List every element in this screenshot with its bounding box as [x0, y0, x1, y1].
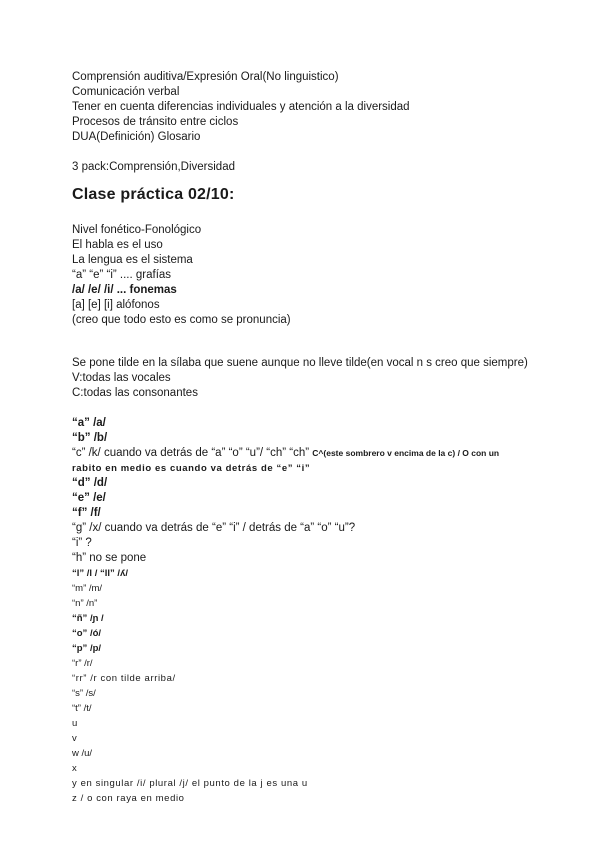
letter-line: “d” /d/ [72, 477, 108, 489]
text-line: La lengua es el sistema [72, 254, 193, 266]
letter-line: “rr” /r con tilde arriba/ [72, 673, 176, 684]
text-line: Se pone tilde en la sílaba que suene aunque no lleve tilde(en vocal n s creo que siempre) [72, 357, 528, 369]
letter-line: “m” /m/ [72, 583, 103, 594]
letter-line: “p” /p/ [72, 643, 102, 654]
letter-line: “e” /e/ [72, 492, 106, 504]
letter-line: “s” /s/ [72, 688, 96, 699]
text-line: El habla es el uso [72, 239, 163, 251]
text-line: “a” “e” “i” .... grafías [72, 269, 172, 281]
text-line: /a/ /e/ /i/ ... fonemas [72, 284, 177, 296]
section-heading: Clase práctica 02/10: [72, 186, 235, 203]
pack-line: 3 pack:Comprensión,Diversidad [72, 161, 235, 173]
text-line: V:todas las vocales [72, 372, 171, 384]
letter-line: “o” /ó/ [72, 628, 102, 639]
text-line: C:todas las consonantes [72, 387, 198, 399]
text-line: Tener en cuenta diferencias individuales y atención a la diversidad [72, 101, 410, 113]
letter-line: “h” no se pone [72, 552, 147, 564]
letter-line: y en singular /i/ plural /j/ el punto de la j es una u [72, 778, 308, 789]
text-line: DUA(Definición) Glosario [72, 131, 201, 143]
text-line: Nivel fonético-Fonológico [72, 224, 202, 236]
letter-line: z / o con raya en medio [72, 793, 185, 804]
text-line: Comprensión auditiva/Expresión Oral(No linguistico) [72, 71, 339, 83]
text-line: Comunicación verbal [72, 86, 180, 98]
letter-line: “i” ? [72, 537, 92, 549]
letter-line: “b” /b/ [72, 432, 108, 444]
letter-line: “f” /f/ [72, 507, 101, 519]
letter-line: “g” /x/ cuando va detrás de “e” “i” / detrás de “a” “o” “u”? [72, 522, 356, 534]
text-line: (creo que todo esto es como se pronuncia) [72, 314, 291, 326]
letter-line: “t” /t/ [72, 703, 92, 714]
text-line: [a] [e] [i] alófonos [72, 299, 160, 311]
letter-text: “c” /k/ cuando va detrás de “a” “o” “u”/ “ch” “ch” [72, 447, 313, 459]
letter-line: “n” /n” [72, 598, 98, 609]
letter-line: “ñ” /ɲ / [72, 613, 104, 624]
letter-line: rabito en medio es cuando va detrás de “e” “i” [72, 463, 311, 474]
document-page [72, 70, 572, 806]
letter-line: “a” /a/ [72, 417, 106, 429]
letter-line: x [72, 763, 77, 774]
letter-line [72, 446, 572, 461]
letter-line: v [72, 733, 77, 744]
letter-note: C^(este sombrero v encima de la c) / O con un [312, 448, 500, 458]
letter-line: “l” /l / “ll” /ʎ/ [72, 568, 128, 579]
letter-line: w /u/ [72, 748, 93, 759]
text-line: Procesos de tránsito entre ciclos [72, 116, 239, 128]
letter-line: u [72, 718, 78, 729]
letter-line: “r” /r/ [72, 658, 93, 669]
